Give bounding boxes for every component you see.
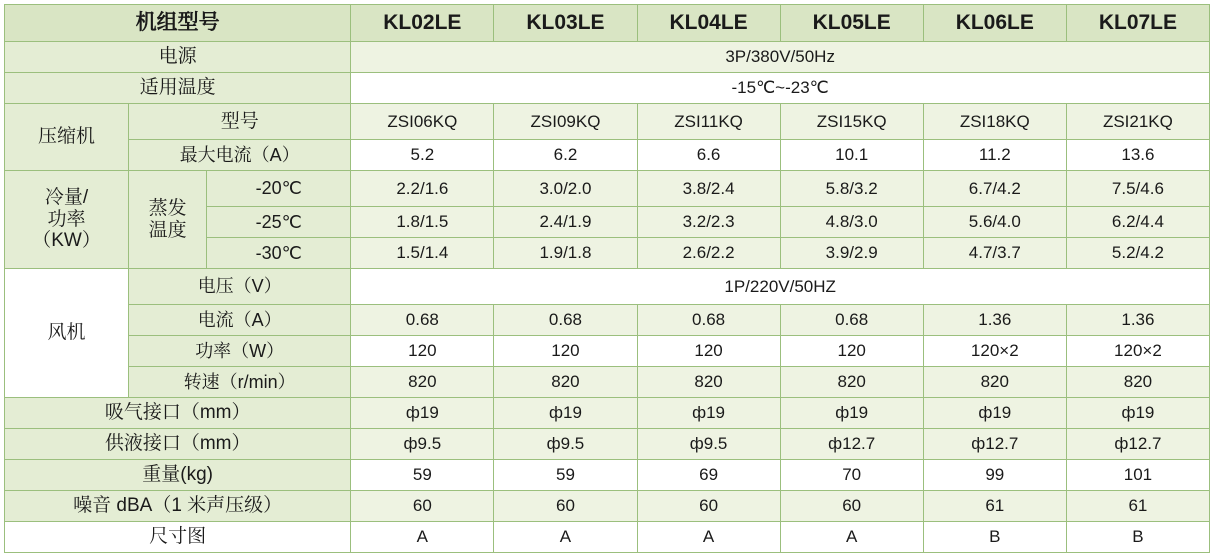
power-supply-value: 3P/380V/50Hz [351,42,1210,73]
compressor-label: 压缩机 [5,104,129,171]
fan-current-value-5: 1.36 [923,305,1066,336]
table-row [5,140,1210,171]
noise-value-5: 61 [923,491,1066,522]
table-row [5,398,1210,429]
evap-temp-20-value-4: 5.8/3.2 [780,171,923,207]
table-row [5,522,1210,553]
fan-power-value-5: 120×2 [923,336,1066,367]
evap-temp-25-value-3: 3.2/2.3 [637,207,780,238]
evap-temp-30-value-4: 3.9/2.9 [780,238,923,269]
evap-temp-20-value-3: 3.8/2.4 [637,171,780,207]
compressor-model-value-2: ZSI09KQ [494,104,637,140]
header-model-1: KL02LE [351,5,494,42]
compressor-model-label: 型号 [129,104,351,140]
fan-speed-value-6: 820 [1066,367,1209,398]
fan-power-value-3: 120 [637,336,780,367]
dimension-drawing-label: 尺寸图 [5,522,351,553]
weight-value-4: 70 [780,460,923,491]
fan-label: 风机 [5,269,129,398]
evap-temp-25-value-1: 1.8/1.5 [351,207,494,238]
table-row [5,42,1210,73]
fan-power-value-2: 120 [494,336,637,367]
table-row [5,269,1210,305]
table-row [5,171,1210,207]
weight-value-3: 69 [637,460,780,491]
evap-temp-30-value-5: 4.7/3.7 [923,238,1066,269]
evap-temp-20-label: -20℃ [207,171,351,207]
fan-speed-value-3: 820 [637,367,780,398]
liquid-port-value-6: ф12.7 [1066,429,1209,460]
suction-port-value-2: ф19 [494,398,637,429]
compressor-max-current-value-4: 10.1 [780,140,923,171]
table-row [5,305,1210,336]
dimension-drawing-value-5: B [923,522,1066,553]
evap-temp-25-label: -25℃ [207,207,351,238]
evap-temp-label-line1: 蒸发 [148,197,187,219]
suction-port-value-4: ф19 [780,398,923,429]
compressor-max-current-value-3: 6.6 [637,140,780,171]
fan-speed-value-5: 820 [923,367,1066,398]
evap-temp-25-value-2: 2.4/1.9 [494,207,637,238]
evap-temp-30-value-6: 5.2/4.2 [1066,238,1209,269]
evap-temp-25-value-5: 5.6/4.0 [923,207,1066,238]
table-row [5,73,1210,104]
fan-power-value-1: 120 [351,336,494,367]
header-model-2: KL03LE [494,5,637,42]
evap-temp-30-label: -30℃ [207,238,351,269]
evap-temp-label-line2: 温度 [148,219,187,241]
table-row [5,336,1210,367]
evap-temp-20-value-2: 3.0/2.0 [494,171,637,207]
fan-current-value-3: 0.68 [637,305,780,336]
dimension-drawing-value-3: A [637,522,780,553]
fan-voltage-label: 电压（V） [129,269,351,305]
noise-value-1: 60 [351,491,494,522]
fan-power-label: 功率（W） [129,336,351,367]
dimension-drawing-value-2: A [494,522,637,553]
suction-port-label: 吸气接口（mm） [5,398,351,429]
table-header-row [5,5,1210,42]
compressor-model-value-5: ZSI18KQ [923,104,1066,140]
table-row [5,429,1210,460]
specification-table [4,4,1210,553]
table-row [5,104,1210,140]
weight-value-6: 101 [1066,460,1209,491]
compressor-max-current-value-6: 13.6 [1066,140,1209,171]
suction-port-value-5: ф19 [923,398,1066,429]
temp-range-value: -15℃~-23℃ [351,73,1210,104]
weight-value-5: 99 [923,460,1066,491]
fan-power-value-6: 120×2 [1066,336,1209,367]
evap-temp-30-value-3: 2.6/2.2 [637,238,780,269]
evap-temp-25-value-4: 4.8/3.0 [780,207,923,238]
dimension-drawing-value-1: A [351,522,494,553]
evap-temp-25-value-6: 6.2/4.4 [1066,207,1209,238]
temp-range-label: 适用温度 [5,73,351,104]
evap-temp-20-value-6: 7.5/4.6 [1066,171,1209,207]
table-row [5,367,1210,398]
header-model-3: KL04LE [637,5,780,42]
fan-speed-value-4: 820 [780,367,923,398]
compressor-model-value-6: ZSI21KQ [1066,104,1209,140]
compressor-max-current-value-1: 5.2 [351,140,494,171]
liquid-port-value-4: ф12.7 [780,429,923,460]
fan-current-value-1: 0.68 [351,305,494,336]
evap-temp-20-value-5: 6.7/4.2 [923,171,1066,207]
suction-port-value-6: ф19 [1066,398,1209,429]
fan-current-value-4: 0.68 [780,305,923,336]
compressor-max-current-value-2: 6.2 [494,140,637,171]
noise-label: 噪音 dBA（1 米声压级） [5,491,351,522]
liquid-port-value-3: ф9.5 [637,429,780,460]
liquid-port-value-5: ф12.7 [923,429,1066,460]
compressor-max-current-value-5: 11.2 [923,140,1066,171]
noise-value-3: 60 [637,491,780,522]
liquid-port-value-2: ф9.5 [494,429,637,460]
dimension-drawing-value-4: A [780,522,923,553]
noise-value-6: 61 [1066,491,1209,522]
capacity-label-line2: 功率 [47,208,86,230]
evap-temp-30-value-1: 1.5/1.4 [351,238,494,269]
header-model-5: KL06LE [923,5,1066,42]
header-model-6: KL07LE [1066,5,1209,42]
suction-port-value-3: ф19 [637,398,780,429]
weight-label: 重量(kg) [5,460,351,491]
header-model-4: KL05LE [780,5,923,42]
compressor-model-value-3: ZSI11KQ [637,104,780,140]
compressor-model-value-1: ZSI06KQ [351,104,494,140]
power-supply-label: 电源 [5,42,351,73]
dimension-drawing-value-6: B [1066,522,1209,553]
compressor-max-current-label: 最大电流（A） [129,140,351,171]
fan-speed-value-1: 820 [351,367,494,398]
fan-speed-label: 转速（r/min） [129,367,351,398]
weight-value-1: 59 [351,460,494,491]
fan-speed-value-2: 820 [494,367,637,398]
suction-port-value-1: ф19 [351,398,494,429]
capacity-label [5,171,129,269]
evap-temp-20-value-1: 2.2/1.6 [351,171,494,207]
weight-value-2: 59 [494,460,637,491]
evap-temp-30-value-2: 1.9/1.8 [494,238,637,269]
table-row [5,491,1210,522]
table-row [5,460,1210,491]
compressor-model-value-4: ZSI15KQ [780,104,923,140]
fan-voltage-value: 1P/220V/50HZ [351,269,1210,305]
fan-current-value-2: 0.68 [494,305,637,336]
fan-current-value-6: 1.36 [1066,305,1209,336]
fan-power-value-4: 120 [780,336,923,367]
capacity-label-line1: 冷量/ [44,186,89,208]
capacity-label-line3: （KW） [32,230,101,252]
noise-value-4: 60 [780,491,923,522]
fan-current-label: 电流（A） [129,305,351,336]
evap-temp-label [129,171,207,269]
noise-value-2: 60 [494,491,637,522]
header-name-label: 机组型号 [5,5,351,42]
liquid-port-label: 供液接口（mm） [5,429,351,460]
liquid-port-value-1: ф9.5 [351,429,494,460]
